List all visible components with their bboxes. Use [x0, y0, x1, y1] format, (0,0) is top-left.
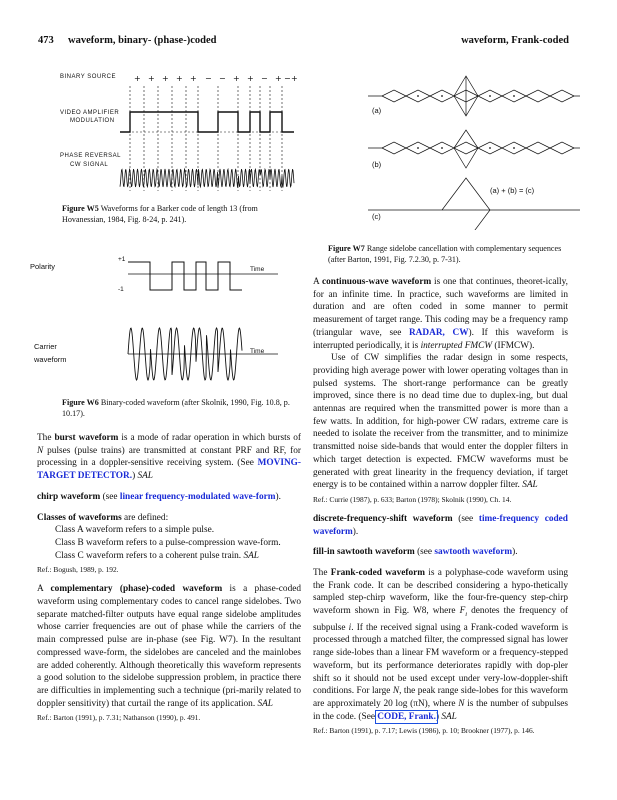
left-column	[37, 432, 301, 723]
chirp-text-2: ).	[275, 491, 281, 502]
fig6-carrier-label: Carrier	[34, 342, 57, 351]
frank-n2: N	[458, 698, 465, 709]
fig7-trace-c	[368, 178, 580, 230]
fig5-label-video-amplifier: VIDEO AMPLIFIER	[60, 110, 120, 116]
figure-w6	[30, 252, 300, 397]
complementary-waveform-entry	[37, 583, 301, 710]
svg-text:−: −	[261, 74, 268, 83]
frank-n: N	[392, 686, 400, 697]
fig6-waveforms	[30, 252, 300, 397]
frank-text-6: is the number of subpulses in the code. (See	[313, 698, 568, 722]
svg-text:+: +	[176, 74, 183, 83]
fig6-carrier-wave	[128, 328, 242, 380]
chirp-waveform-entry	[37, 491, 301, 504]
code-frank-link[interactable]: CODE, Frank.	[377, 711, 436, 722]
burst-waveform-entry	[37, 432, 301, 483]
svg-text:+: +	[291, 74, 298, 83]
cw-ifmcw: interrupted FMCW	[420, 340, 493, 351]
svg-text:−: −	[219, 74, 226, 83]
frank-fi-sub: i	[465, 611, 468, 619]
fig5-caption	[62, 203, 302, 225]
burst-text-1: The	[37, 433, 55, 443]
frank-term: Frank-coded waveform	[330, 568, 425, 579]
fill-in-sawtooth-entry	[313, 546, 568, 559]
fig7-caption-label: Figure W7	[328, 244, 365, 253]
frank-fi: F	[459, 606, 466, 617]
sawtooth-waveform-link[interactable]: sawtooth waveform	[434, 547, 513, 558]
fig7-trace-b	[368, 130, 580, 168]
comp-text-1: A	[37, 584, 51, 595]
figure-w7	[368, 70, 580, 230]
classes-entry	[37, 512, 301, 525]
frank-text-5: , the peak range side-lobes for this waveform are approximately 20 log (πN), where	[313, 686, 569, 709]
radar-cw-link[interactable]: RADAR, CW	[408, 327, 469, 338]
svg-text:+: +	[190, 74, 197, 83]
classes-term: Classes of waveforms	[37, 512, 122, 523]
fig6-plus-one: +1	[118, 256, 126, 263]
fig7-caption	[328, 243, 573, 265]
fig7-label-sum: (a) + (b) = (c)	[490, 186, 535, 195]
burst-text-4: )	[132, 471, 138, 482]
fig7-label-a: (a)	[372, 106, 382, 115]
cw-term: continuous-wave waveform	[322, 277, 432, 287]
cw-waveform-entry	[313, 276, 568, 352]
figure-w5	[58, 66, 298, 196]
fig5-waveforms	[58, 66, 298, 196]
svg-text:−: −	[284, 74, 291, 83]
fig7-label-b: (b)	[372, 160, 382, 169]
fig5-label-binary-source: BINARY SOURCE	[60, 74, 116, 80]
cw-text-3: ). If this waveform is interrupted periodically, it is	[313, 327, 568, 351]
frank-i: i	[348, 622, 352, 633]
fig7-caption-text: Range sidelobe cancellation with complementary sequences (after Barton, 1991, Fig. 7.2.30, p. 7-31).	[328, 244, 562, 264]
classes-text: are defined:	[121, 512, 169, 523]
fig7-trace-a	[368, 76, 580, 116]
cw-reference: Ref.: Currie (1987), p. 633; Barton (1978); Skolnik (1990), Ch. 14.	[313, 494, 512, 504]
svg-text:+: +	[247, 74, 254, 83]
comp-signature: SAL	[257, 698, 273, 709]
fill-text-2: ).	[512, 547, 518, 558]
class-b: Class B waveform refers to a pulse-compression wave-form.	[55, 537, 281, 548]
fig6-caption-label: Figure W6	[62, 398, 99, 407]
fig5-label-modulation: MODULATION	[70, 118, 115, 124]
fig6-time-label-2: Time	[250, 348, 265, 355]
burst-text-3: pulses (pulse trains) are transmitted at constant PRF and RF, for processing in a doppler-sensitive receiving system. (See	[37, 445, 301, 469]
fig6-caption-text: Binary-coded waveform (after Skolnik, 1990, Fig. 10.8, p. 10.17).	[62, 398, 290, 418]
dfs-text-2: ).	[352, 526, 359, 537]
svg-text:+: +	[162, 74, 169, 83]
fig6-minus-one: -1	[118, 286, 124, 293]
linear-fm-waveform-link[interactable]: linear frequency-modulated wave-form	[119, 491, 276, 502]
fig7-plots	[368, 70, 580, 230]
frank-reference: Ref.: Barton (1991), p. 7.17; Lewis (1986), p. 10; Brookner (1977), p. 146.	[313, 726, 535, 736]
cw-p2-text: Use of CW simplifies the radar design in some respects, providing high average power with lower operating voltages than in pulsed systems. The short-range performance can be greatly improved, since there is no dead time due to duplex-ing, but dual antennas are required when the transmitted power is more than a few watts. In addition, for high-power CW radars, extreme care is needed to isolate the receiver from the transmitter, and to minimize transmitted noise side-bands that would enter the doppler filters in which target detection is expected. FMCW waveforms must be generated with great linearity in the frequency deviation, if target energy is to be contained within a narrow doppler filter.	[313, 353, 568, 491]
chirp-term: chirp waveform	[37, 491, 101, 502]
fig6-caption	[62, 397, 292, 419]
class-a: Class A waveform refers to a simple pulse.	[55, 525, 215, 536]
svg-text:+: +	[148, 74, 155, 83]
fig6-polarity-wave	[128, 262, 242, 290]
burst-term: burst waveform	[54, 433, 119, 443]
frank-text-4: . If the received signal using a Frank-coded waveform is processed through a matched filter, the compressed signal has lower range side-lobes than a linear FM waveform or a frequency-stepped waveform, but its performance deteriorates rapidly with dop-pler shift so it should not be used except under very-low-doppler-shift conditions. For large	[313, 622, 568, 697]
page-number: 473	[38, 35, 54, 46]
svg-text:+: +	[134, 74, 141, 83]
class-c-signature: SAL	[243, 550, 259, 561]
fig5-caption-label: Figure W5	[62, 204, 99, 213]
moving-target-detector-link[interactable]: MOVING-TARGET DETECTOR.	[37, 458, 301, 482]
fig5-caption-text: Waveforms for a Barker code of length 13 (from Hovanessian, 1984, Fig. 8-24, p. 241).	[62, 204, 258, 224]
svg-text:−: −	[205, 74, 212, 83]
fig7-label-c: (c)	[372, 212, 381, 221]
classes-reference: Ref.: Bogush, 1989, p. 192.	[37, 565, 119, 575]
frank-coded-entry	[313, 567, 568, 723]
svg-text:+: +	[233, 74, 240, 83]
dfs-waveform-entry	[313, 513, 568, 538]
dfs-term: discrete-frequency-shift waveform	[313, 513, 453, 524]
burst-signature: SAL	[137, 471, 153, 482]
time-frequency-coded-link[interactable]: time-frequency coded waveform	[313, 513, 568, 537]
fig5-cw-signal-wave	[120, 169, 294, 187]
class-c-text: Class C waveform refers to a coherent pulse train.	[55, 550, 244, 561]
frank-text-1: The	[313, 568, 331, 579]
dfs-text-1: (see	[452, 513, 479, 524]
frank-signature: SAL	[441, 711, 457, 722]
cw-signature: SAL	[522, 480, 538, 491]
fig6-waveform-label: waveform	[34, 355, 67, 364]
fig5-binary-source-signs	[134, 74, 298, 83]
burst-n: N	[37, 445, 44, 456]
frank-text-2: is a polyphase-code waveform using the Frank code. It can be described considering a hypo-thetically sampled step-chirp waveform, like the four-fre-quency step-chirp waveform shown in Fig. W8, where	[313, 568, 569, 617]
frank-text-7: )	[435, 711, 442, 722]
burst-text-2: is a mode of radar operation in which bursts of	[118, 433, 301, 443]
fill-text-1: (see	[414, 547, 435, 558]
cw-text-4: (IFMCW).	[492, 340, 535, 351]
class-c	[37, 550, 301, 563]
fig6-time-label-1: Time	[250, 266, 265, 273]
frank-text-3: denotes the frequency of subpulse	[313, 606, 568, 633]
chirp-text-1: (see	[100, 491, 120, 502]
cw-paragraph-2	[313, 352, 568, 492]
fig5-label-phase-reversal: PHASE REVERSAL	[60, 153, 122, 159]
running-head-left: waveform, binary- (phase-)coded	[68, 35, 217, 46]
fig6-polarity-label: Polarity	[30, 262, 56, 271]
cw-text-1: A	[313, 277, 323, 287]
right-column	[313, 276, 568, 736]
fig5-video-modulation-wave	[120, 112, 294, 132]
fig5-label-cw-signal: CW SIGNAL	[70, 162, 109, 168]
svg-text:+: +	[275, 74, 282, 83]
complementary-reference: Ref.: Barton (1991), p. 7.31; Nathanson (1990), p. 491.	[37, 713, 201, 723]
comp-text-2: is a phase-coded waveform using complementary codes to cancel range sidelobes. Two separate matched-filter outputs have equal range sidelobe amplitudes whose carrier frequencies are out of phase while the carriers of the main compressed pulse are in-phase (see Fig. W7). In the resultant compressed wave-form, the sidelobes are canceled and the mainlobes are added coherently. Although theoretically this waveform represents a good solution to the sidelobe suppression problem, in practice there are difficulties in implementing such a technique (pri-marily related to doppler sensitivity) that curtail the range of its application.	[37, 584, 302, 709]
comp-term: complementary (phase)-coded waveform	[50, 584, 223, 595]
fill-term: fill-in sawtooth waveform	[313, 547, 415, 558]
running-head-right: waveform, Frank-coded	[461, 35, 569, 46]
cw-text-2: is one that continues, theoret-ically, for an infinite time. In practice, such waveforms are limited in duration and are often coded in some manner to permit measurement of target range. This coding may be a frequency ramp (triangular wave, see	[313, 277, 568, 338]
